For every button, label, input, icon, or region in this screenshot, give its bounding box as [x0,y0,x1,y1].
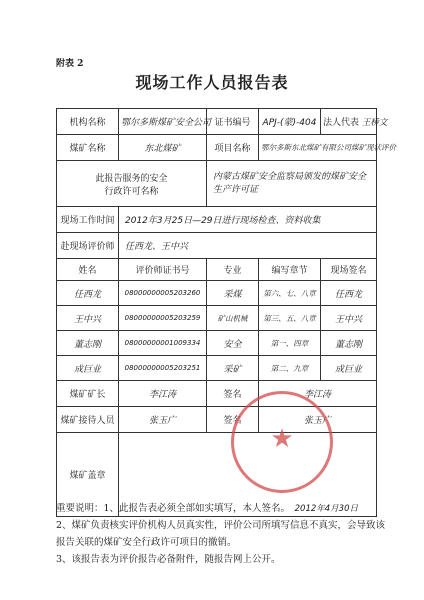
assessor-specialty: 矿山机械 [207,306,259,331]
seal-star-icon: ★ [270,424,294,454]
annex-label: 附表 2 [56,59,84,69]
legal-rep-value: 王桥文 [361,118,388,128]
table-row [57,281,377,306]
table-row [57,331,377,356]
assessor-name: 任西龙 [57,281,119,306]
assessor-cert: 08000000005203260 [119,281,207,306]
report-form [56,108,396,517]
mine-head-row [57,381,377,407]
assessor-specialty: 安全 [207,331,259,356]
assessor-name: 成巨业 [57,356,119,381]
note-1: 重要说明：1、此报告表必须全部如实填写，本人签名。 [56,503,291,514]
permit-label-line1: 此报告服务的安全 [95,173,168,184]
reception-sign-label: 签名 [207,407,259,433]
assessors-label: 赴现场评价师 [57,233,119,259]
project-name-value: 鄂尔多斯东北煤矿有限公司煤矿现状评价 [259,135,377,161]
assessor-name: 王中兴 [57,306,119,331]
permit-label [57,161,207,207]
legal-rep-label: 法人代表 [323,118,360,128]
col-chapters-header: 编写章节 [259,259,321,281]
assessor-name: 董志刚 [57,331,119,356]
assessor-specialty: 采煤 [207,281,259,306]
assessor-chapters: 第一、四章 [259,331,321,356]
col-specialty-header: 专业 [207,259,259,281]
table-row [57,306,377,331]
mine-name-label: 煤矿名称 [57,135,119,161]
mine-row [57,135,377,161]
cert-no-label: 证书编号 [207,109,259,135]
permit-row [57,161,377,207]
reception-label: 煤矿接待人员 [57,407,119,433]
table-header-row [57,259,377,281]
permit-value: 内蒙古煤矿安全监察局颁发的煤矿安全生产许可证 [207,161,377,207]
table-row [57,356,377,381]
assessor-cert: 08000000001009334 [119,331,207,356]
org-name-value: 鄂尔多斯煤矿安全公司 [119,109,207,135]
org-row [57,109,377,135]
assessor-signature: 成巨业 [321,356,377,381]
assessor-signature: 董志刚 [321,331,377,356]
mine-head-value: 李江涛 [119,381,207,407]
official-seal [231,391,333,493]
mine-head-signature: 李江涛 [259,381,377,407]
seal-date: 2012年4月30日 [294,504,358,514]
permit-label-line2: 行政许可名称 [104,186,159,197]
col-name-header: 姓名 [57,259,119,281]
assessor-cert: 08000000005203259 [119,306,207,331]
assessors-value: 任西龙、王中兴 [119,233,377,259]
cert-no-value: APJ-(蒙)-404 [259,109,321,135]
assessor-chapters: 第二、九章 [259,356,321,381]
assessor-cert: 08000000005203251 [119,356,207,381]
assessor-chapters: 第三、五、八章 [259,306,321,331]
col-cert-header: 评价师证书号 [119,259,207,281]
mine-seal-label: 煤矿盖章 [57,433,119,517]
mine-name-value: 东北煤矿 [119,135,207,161]
assessor-chapters: 第六、七、八章 [259,281,321,306]
page-title: 现场工作人员报告表 [135,73,289,92]
assessors-row [57,233,377,259]
assessor-signature: 任西龙 [321,281,377,306]
legal-rep-cell [321,109,388,135]
notes-section [56,500,386,568]
note-3: 3、该报告表为评价报告必备附件，随报告网上公开。 [56,554,281,565]
reception-signature: 张玉广 [259,407,377,433]
work-time-value: 2012年3月25日—29日进行现场检查、资料收集 [119,207,377,233]
org-name-label: 机构名称 [57,109,119,135]
mine-head-sign-label: 签名 [207,381,259,407]
work-time-row [57,207,377,233]
project-name-label: 项目名称 [207,135,259,161]
mine-head-label: 煤矿矿长 [57,381,119,407]
assessor-signature: 王中兴 [321,306,377,331]
reception-value: 张玉广 [119,407,207,433]
assessor-specialty: 采矿 [207,356,259,381]
note-2: 2、煤矿负责核实评价机构人员真实性，评价公司所填写信息不真实，会导致该报告关联的煤矿安全行政许可项目的撤销。 [56,520,386,548]
col-signature-header: 现场签名 [321,259,377,281]
work-time-label: 现场工作时间 [57,207,119,233]
